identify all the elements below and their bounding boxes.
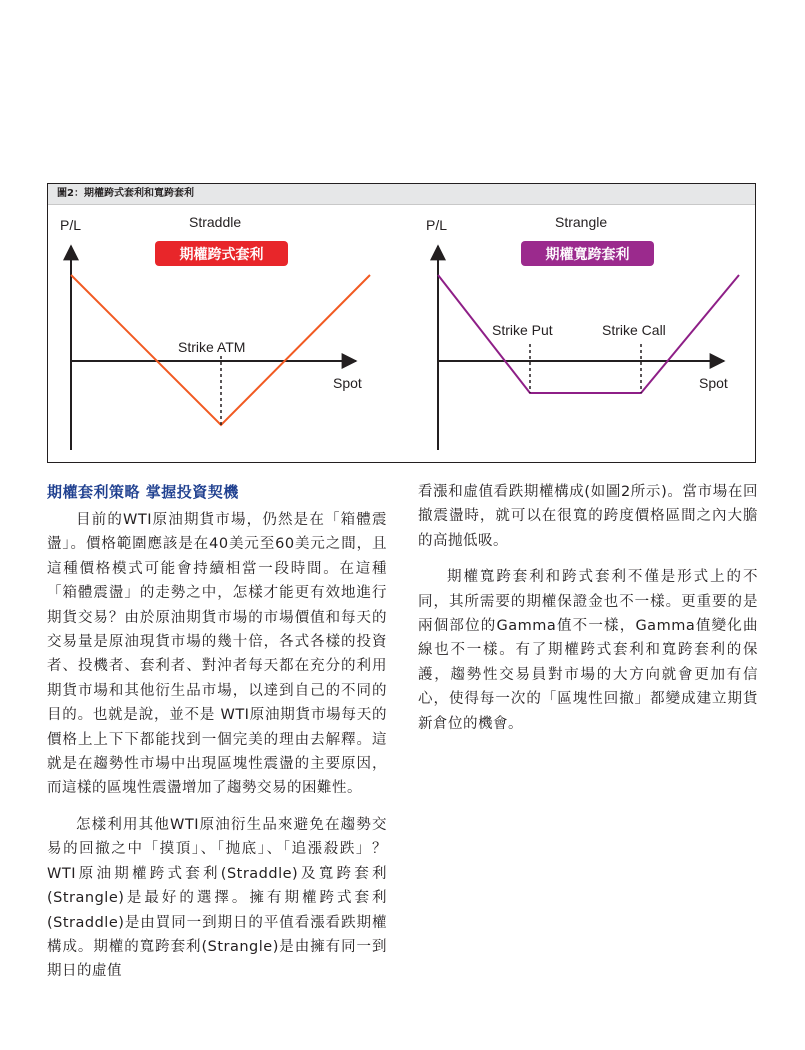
strangle-badge-label: 期權寬跨套利 xyxy=(545,247,630,263)
paragraph: 看漲和虛值看跌期權構成(如圖2所示)。當市場在回撤震盪時，就可以在很寬的跨度價格區間之內大膽的高抛低吸。 xyxy=(418,484,758,549)
article-right-column xyxy=(418,480,758,736)
strangle-x-label: Spot xyxy=(699,375,728,391)
payoff-diagrams xyxy=(48,184,754,461)
strangle-payoff-line xyxy=(438,275,739,393)
figure-caption: 圖2：期權跨式套利和寬跨套利 xyxy=(48,184,755,205)
figure-straddle-strangle xyxy=(47,183,756,463)
straddle-strike-label: Strike ATM xyxy=(178,339,246,355)
strangle-y-label: P/L xyxy=(426,217,448,233)
straddle-x-label: Spot xyxy=(333,375,362,391)
article-heading: 期權套利策略 掌握投資契機 xyxy=(47,483,239,501)
paragraph: 期權寬跨套利和跨式套利不僅是形式上的不同，其所需要的期權保證金也不一樣。更重要的是兩個部位的Gamma值不一樣，Gamma值變化曲線也不一樣。有了期權跨式套利和寬跨套利的保護，趨勢性交易員對市場的大方向就會更加有信心，使得每一次的「區塊性回撤」都變成建立期貨新倉位的機會。 xyxy=(418,569,758,732)
straddle-y-label: P/L xyxy=(60,217,82,233)
strangle-call-label: Strike Call xyxy=(602,322,666,338)
article-left-column xyxy=(47,480,387,984)
paragraph: 目前的WTI原油期貨市場，仍然是在「箱體震盪」。價格範圍應該是在40美元至60美元之間，且這種價格模式可能會持續相當一段時間。在這種「箱體震盪」的走勢之中，怎樣才能更有效地進行期貨交易？由於原油期貨市場的市場價值和每天的交易量是原油現貨市場的幾十倍，各式各樣的投資者、投機者、套利者、對沖者每天都在充分的利用期貨市場和其他衍生品市場，以達到自己的不同的目的。也就是說，並不是 WTI原油期貨市場每天的價格上上下下都能找到一個完美的理由去解釋。這就是在趨勢性市場中出現區塊性震盪的主要原因，而這樣的區塊性震盪增加了趨勢交易的困難性。 xyxy=(47,512,387,797)
strangle-title: Strangle xyxy=(555,214,608,230)
strangle-chart xyxy=(426,214,739,450)
straddle-badge-label: 期權跨式套利 xyxy=(179,247,264,263)
paragraph: 怎樣利用其他WTI原油衍生品來避免在趨勢交易的回撤之中「摸頂」、「抛底」、「追漲殺跌」？WTI原油期權跨式套利(Straddle)及寬跨套利(Strangle)是最好的選擇。擁有期權跨式套利(Straddle)是由買同一到期日的平值看漲看跌期權構成。期權的寬跨套利(Strangle)是由擁有同一到期日的虛值 xyxy=(47,816,387,980)
strangle-put-label: Strike Put xyxy=(492,322,553,338)
straddle-chart xyxy=(60,214,370,450)
straddle-title: Straddle xyxy=(189,214,242,230)
